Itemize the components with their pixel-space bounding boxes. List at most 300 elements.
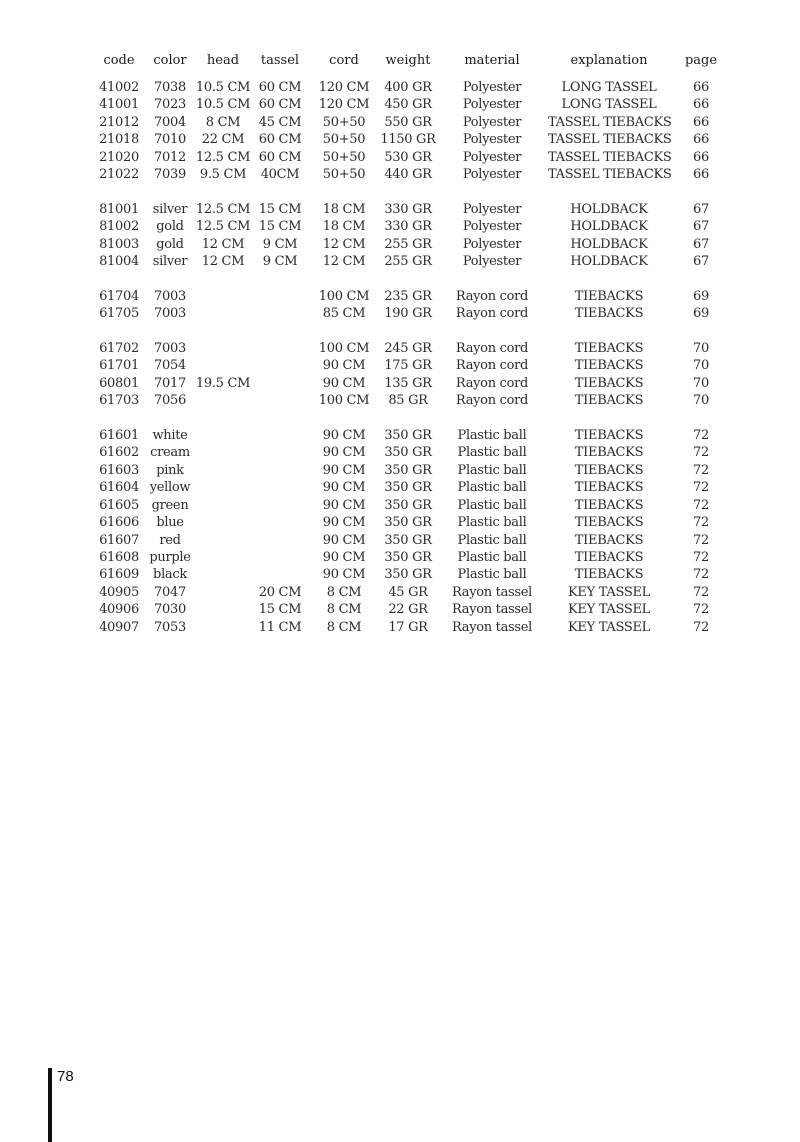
cell-code: 61608 — [99, 549, 139, 565]
cell-page: 66 — [693, 114, 709, 130]
cell-material: Polyester — [462, 167, 522, 183]
table-row — [92, 218, 732, 235]
table-row — [92, 357, 732, 374]
product-spec-table — [92, 50, 732, 636]
cell-tassel — [252, 514, 308, 531]
header-material: material — [464, 52, 520, 68]
table-row — [92, 444, 732, 461]
cell-code: 60801 — [99, 375, 139, 391]
cell-tassel — [252, 305, 308, 322]
table-row — [92, 305, 732, 322]
header-page: page — [684, 52, 718, 68]
cell-color: 7054 — [154, 358, 186, 374]
cell-cord: 50+50 — [322, 167, 366, 183]
cell-head: 10.5 CM — [195, 80, 251, 95]
cell-code: 61703 — [99, 393, 139, 409]
cell-material: Polyester — [462, 80, 522, 95]
cell-explanation: TIEBACKS — [574, 358, 644, 374]
cell-page: 72 — [693, 532, 709, 548]
cell-cord: 100 CM — [318, 288, 370, 304]
cell-weight: 350 GR — [384, 428, 432, 444]
cell-tassel — [252, 462, 308, 479]
cell-head: 10.5 CM — [195, 97, 251, 113]
cell-head — [194, 514, 252, 531]
table-row — [92, 340, 732, 357]
cell-code: 61601 — [99, 428, 139, 444]
header-explanation: explanation — [570, 52, 648, 68]
cell-color: white — [152, 428, 188, 444]
cell-head — [194, 549, 252, 566]
cell-cord: 90 CM — [322, 515, 366, 531]
cell-page: 70 — [693, 358, 709, 374]
cell-cord: 50+50 — [322, 132, 366, 148]
cell-weight: 1150 GR — [380, 132, 436, 148]
cell-material: Rayon cord — [455, 393, 529, 409]
cell-page: 72 — [693, 602, 709, 618]
cell-code: 61701 — [99, 358, 139, 374]
spacer-cell — [92, 183, 732, 200]
cell-material: Polyester — [462, 132, 522, 148]
cell-material: Rayon cord — [455, 306, 529, 322]
cell-weight: 350 GR — [384, 480, 432, 496]
cell-material: Polyester — [462, 201, 522, 217]
cell-weight: 235 GR — [384, 288, 432, 304]
header-color: color — [153, 52, 187, 68]
cell-page: 69 — [693, 288, 709, 304]
cell-tassel: 9 CM — [262, 236, 298, 252]
cell-page: 72 — [693, 428, 709, 444]
cell-page: 66 — [693, 80, 709, 95]
cell-material: Plastic ball — [457, 497, 527, 513]
cell-code: 21018 — [99, 132, 139, 148]
table-body — [92, 79, 732, 636]
cell-explanation: TIEBACKS — [574, 480, 644, 496]
cell-explanation: KEY TASSEL — [568, 602, 650, 618]
table-row — [92, 253, 732, 270]
cell-page: 70 — [693, 393, 709, 409]
cell-tassel: 60 CM — [258, 97, 302, 113]
cell-explanation: TIEBACKS — [574, 341, 644, 357]
group-spacer — [92, 183, 732, 200]
cell-page: 70 — [693, 375, 709, 391]
cell-cord: 8 CM — [326, 584, 362, 600]
table-row — [92, 514, 732, 531]
cell-tassel: 15 CM — [258, 602, 302, 618]
cell-explanation: TIEBACKS — [574, 393, 644, 409]
spacer-cell — [92, 323, 732, 340]
cell-color: gold — [156, 219, 184, 235]
cell-weight: 330 GR — [384, 201, 432, 217]
cell-material: Polyester — [462, 149, 522, 165]
spacer-cell — [92, 410, 732, 427]
header-tassel: tassel — [260, 52, 300, 68]
group-spacer — [92, 323, 732, 340]
cell-color: 7017 — [154, 375, 186, 391]
cell-material: Polyester — [462, 254, 522, 270]
table-row — [92, 114, 732, 131]
cell-material: Rayon cord — [455, 288, 529, 304]
cell-color: gold — [156, 236, 184, 252]
header-weight: weight — [385, 52, 431, 68]
cell-head: 12 CM — [201, 236, 245, 252]
table-row — [92, 166, 732, 183]
group-spacer — [92, 410, 732, 427]
cell-color: 7038 — [154, 80, 186, 95]
cell-head — [194, 601, 252, 618]
cell-cord: 50+50 — [322, 149, 366, 165]
cell-explanation: HOLDBACK — [570, 219, 648, 235]
cell-head — [194, 566, 252, 583]
cell-cord: 90 CM — [322, 358, 366, 374]
table-row — [92, 392, 732, 409]
cell-cord: 90 CM — [322, 549, 366, 565]
cell-color: 7010 — [154, 132, 186, 148]
cell-color: pink — [156, 462, 184, 478]
cell-cord: 90 CM — [322, 428, 366, 444]
cell-cord: 90 CM — [322, 480, 366, 496]
cell-head — [194, 444, 252, 461]
cell-cord: 100 CM — [318, 393, 370, 409]
cell-color: cream — [150, 445, 190, 461]
cell-color: 7039 — [154, 167, 186, 183]
cell-color: 7023 — [154, 97, 186, 113]
cell-tassel: 15 CM — [258, 201, 302, 217]
cell-code: 40907 — [99, 619, 139, 635]
cell-explanation: TASSEL TIEBACKS — [548, 167, 672, 183]
cell-cord: 120 CM — [318, 80, 370, 95]
cell-color: 7030 — [154, 602, 186, 618]
cell-explanation: TIEBACKS — [574, 497, 644, 513]
cell-explanation: KEY TASSEL — [568, 619, 650, 635]
cell-cord: 12 CM — [322, 236, 366, 252]
cell-page: 66 — [693, 149, 709, 165]
cell-material: Rayon tassel — [451, 584, 533, 600]
cell-page: 72 — [693, 480, 709, 496]
cell-weight: 22 GR — [388, 602, 428, 618]
cell-tassel: 15 CM — [258, 219, 302, 235]
cell-material: Rayon cord — [455, 375, 529, 391]
table-header — [92, 50, 732, 79]
cell-material: Plastic ball — [457, 445, 527, 461]
cell-page: 69 — [693, 306, 709, 322]
cell-cord: 12 CM — [322, 254, 366, 270]
cell-tassel: 60 CM — [258, 149, 302, 165]
cell-explanation: TIEBACKS — [574, 515, 644, 531]
cell-head — [194, 288, 252, 305]
cell-weight: 350 GR — [384, 462, 432, 478]
header-cord: cord — [329, 52, 359, 68]
cell-explanation: TIEBACKS — [574, 549, 644, 565]
cell-page: 72 — [693, 549, 709, 565]
cell-page: 67 — [693, 219, 709, 235]
cell-material: Plastic ball — [457, 428, 527, 444]
cell-cord: 120 CM — [318, 97, 370, 113]
cell-tassel: 20 CM — [258, 584, 302, 600]
cell-weight: 17 GR — [388, 619, 428, 635]
cell-head: 12.5 CM — [195, 219, 251, 235]
cell-code: 41002 — [99, 80, 139, 95]
cell-tassel — [252, 566, 308, 583]
cell-explanation: TASSEL TIEBACKS — [548, 149, 672, 165]
cell-material: Polyester — [462, 114, 522, 130]
table-row — [92, 619, 732, 636]
cell-material: Plastic ball — [457, 462, 527, 478]
cell-page: 67 — [693, 201, 709, 217]
cell-color: 7053 — [154, 619, 186, 635]
cell-head — [194, 462, 252, 479]
table-row — [92, 601, 732, 618]
cell-tassel — [252, 288, 308, 305]
cell-head: 8 CM — [205, 114, 241, 130]
cell-cord: 8 CM — [326, 602, 362, 618]
cell-explanation: TIEBACKS — [574, 567, 644, 583]
cell-explanation: TIEBACKS — [574, 462, 644, 478]
cell-head: 12.5 CM — [195, 149, 251, 165]
cell-code: 40906 — [99, 602, 139, 618]
cell-weight: 350 GR — [384, 515, 432, 531]
cell-cord: 50+50 — [322, 114, 366, 130]
cell-cord: 18 CM — [322, 219, 366, 235]
cell-color: purple — [149, 549, 191, 565]
cell-color: 7012 — [154, 149, 186, 165]
table-row — [92, 131, 732, 148]
cell-head — [194, 357, 252, 374]
cell-explanation: TIEBACKS — [574, 445, 644, 461]
cell-head — [194, 427, 252, 444]
table-row — [92, 201, 732, 218]
cell-code: 61602 — [99, 445, 139, 461]
cell-page: 66 — [693, 97, 709, 113]
cell-color: blue — [156, 515, 184, 531]
cell-tassel: 9 CM — [262, 254, 298, 270]
cell-weight: 350 GR — [384, 445, 432, 461]
cell-cord: 90 CM — [322, 497, 366, 513]
cell-code: 61605 — [99, 497, 139, 513]
table-row — [92, 462, 732, 479]
cell-code: 61704 — [99, 288, 139, 304]
cell-page: 72 — [693, 462, 709, 478]
table-row — [92, 79, 732, 96]
cell-material: Rayon tassel — [451, 602, 533, 618]
cell-material: Polyester — [462, 236, 522, 252]
header-head: head — [206, 52, 240, 68]
cell-head — [194, 532, 252, 549]
cell-color: yellow — [149, 480, 191, 496]
cell-weight: 330 GR — [384, 219, 432, 235]
cell-weight: 245 GR — [384, 341, 432, 357]
cell-material: Plastic ball — [457, 515, 527, 531]
cell-material: Plastic ball — [457, 567, 527, 583]
cell-explanation: TIEBACKS — [574, 532, 644, 548]
cell-tassel — [252, 549, 308, 566]
table-row — [92, 479, 732, 496]
table-row — [92, 532, 732, 549]
cell-tassel — [252, 532, 308, 549]
cell-weight: 45 GR — [388, 584, 428, 600]
cell-code: 61606 — [99, 515, 139, 531]
cell-head — [194, 619, 252, 636]
cell-tassel: 60 CM — [258, 80, 302, 95]
cell-weight: 400 GR — [384, 80, 432, 95]
cell-color: red — [159, 532, 181, 548]
cell-cord: 85 CM — [322, 306, 366, 322]
cell-head: 12 CM — [201, 254, 245, 270]
cell-weight: 440 GR — [384, 167, 432, 183]
cell-tassel: 40CM — [260, 167, 300, 183]
cell-cord: 18 CM — [322, 201, 366, 217]
cell-color: green — [151, 497, 189, 513]
cell-tassel: 60 CM — [258, 132, 302, 148]
cell-page: 70 — [693, 341, 709, 357]
cell-page: 72 — [693, 445, 709, 461]
cell-weight: 530 GR — [384, 149, 432, 165]
cell-tassel — [252, 340, 308, 357]
cell-code: 81001 — [99, 201, 139, 217]
cell-material: Plastic ball — [457, 532, 527, 548]
cell-explanation: KEY TASSEL — [568, 584, 650, 600]
header-code: code — [103, 52, 135, 68]
table-row — [92, 566, 732, 583]
cell-explanation: TIEBACKS — [574, 375, 644, 391]
cell-code: 81002 — [99, 219, 139, 235]
cell-code: 61603 — [99, 462, 139, 478]
cell-weight: 85 GR — [388, 393, 428, 409]
cell-code: 61607 — [99, 532, 139, 548]
cell-material: Rayon tassel — [451, 619, 533, 635]
cell-head — [194, 392, 252, 409]
cell-head — [194, 340, 252, 357]
cell-head — [194, 305, 252, 322]
cell-code: 61604 — [99, 480, 139, 496]
cell-cord: 90 CM — [322, 567, 366, 583]
cell-tassel — [252, 444, 308, 461]
cell-material: Plastic ball — [457, 549, 527, 565]
cell-code: 41001 — [99, 97, 139, 113]
cell-head: 19.5 CM — [195, 375, 251, 391]
cell-page: 67 — [693, 254, 709, 270]
cell-color: 7003 — [154, 288, 186, 304]
cell-tassel — [252, 357, 308, 374]
table-row — [92, 375, 732, 392]
cell-explanation: HOLDBACK — [570, 236, 648, 252]
cell-tassel — [252, 375, 308, 392]
table-row — [92, 288, 732, 305]
cell-color: 7047 — [154, 584, 186, 600]
cell-code: 21012 — [99, 114, 139, 130]
cell-explanation: TASSEL TIEBACKS — [548, 114, 672, 130]
cell-color: 7056 — [154, 393, 186, 409]
table-row — [92, 236, 732, 253]
cell-cord: 90 CM — [322, 532, 366, 548]
group-spacer — [92, 270, 732, 287]
cell-weight: 350 GR — [384, 549, 432, 565]
cell-color: 7003 — [154, 341, 186, 357]
table-row — [92, 96, 732, 113]
cell-code: 61705 — [99, 306, 139, 322]
cell-head — [194, 479, 252, 496]
cell-code: 21022 — [99, 167, 139, 183]
cell-code: 40905 — [99, 584, 139, 600]
cell-head: 12.5 CM — [195, 201, 251, 217]
cell-weight: 550 GR — [384, 114, 432, 130]
cell-tassel — [252, 497, 308, 514]
cell-cord: 90 CM — [322, 462, 366, 478]
cell-weight: 350 GR — [384, 497, 432, 513]
cell-code: 21020 — [99, 149, 139, 165]
cell-explanation: TASSEL TIEBACKS — [548, 132, 672, 148]
cell-weight: 255 GR — [384, 254, 432, 270]
cell-cord: 90 CM — [322, 375, 366, 391]
cell-tassel: 11 CM — [258, 619, 302, 635]
cell-head — [194, 497, 252, 514]
footer-bar — [48, 1068, 52, 1142]
cell-tassel — [252, 392, 308, 409]
cell-cord: 90 CM — [322, 445, 366, 461]
cell-material: Rayon cord — [455, 341, 529, 357]
cell-weight: 350 GR — [384, 532, 432, 548]
table-row — [92, 149, 732, 166]
page-number: 78 — [57, 1068, 74, 1085]
cell-weight: 175 GR — [384, 358, 432, 374]
table-row — [92, 427, 732, 444]
cell-page: 72 — [693, 567, 709, 583]
cell-weight: 350 GR — [384, 567, 432, 583]
table-row — [92, 584, 732, 601]
cell-page: 72 — [693, 619, 709, 635]
cell-page: 72 — [693, 515, 709, 531]
cell-code: 61702 — [99, 341, 139, 357]
cell-page: 72 — [693, 584, 709, 600]
cell-explanation: HOLDBACK — [570, 201, 648, 217]
cell-explanation: TIEBACKS — [574, 288, 644, 304]
cell-color: 7003 — [154, 306, 186, 322]
cell-tassel — [252, 479, 308, 496]
cell-cord: 100 CM — [318, 341, 370, 357]
table-row — [92, 549, 732, 566]
cell-tassel: 45 CM — [258, 114, 302, 130]
cell-code: 61609 — [99, 567, 139, 583]
cell-color: 7004 — [154, 114, 186, 130]
cell-code: 81004 — [99, 254, 139, 270]
cell-head: 9.5 CM — [199, 167, 247, 183]
cell-weight: 135 GR — [384, 375, 432, 391]
cell-color: silver — [152, 254, 188, 270]
cell-explanation: LONG TASSEL — [561, 80, 657, 95]
cell-page: 72 — [693, 497, 709, 513]
cell-head — [194, 584, 252, 601]
cell-explanation: TIEBACKS — [574, 428, 644, 444]
cell-color: black — [153, 567, 187, 583]
cell-page: 67 — [693, 236, 709, 252]
cell-page: 66 — [693, 167, 709, 183]
cell-material: Polyester — [462, 97, 522, 113]
cell-weight: 255 GR — [384, 236, 432, 252]
cell-cord: 8 CM — [326, 619, 362, 635]
cell-code: 81003 — [99, 236, 139, 252]
spacer-cell — [92, 270, 732, 287]
cell-weight: 190 GR — [384, 306, 432, 322]
table-row — [92, 497, 732, 514]
cell-explanation: LONG TASSEL — [561, 97, 657, 113]
cell-explanation: TIEBACKS — [574, 306, 644, 322]
cell-material: Polyester — [462, 219, 522, 235]
cell-material: Rayon cord — [455, 358, 529, 374]
cell-weight: 450 GR — [384, 97, 432, 113]
cell-page: 66 — [693, 132, 709, 148]
cell-tassel — [252, 427, 308, 444]
header-row — [92, 50, 732, 79]
cell-material: Plastic ball — [457, 480, 527, 496]
